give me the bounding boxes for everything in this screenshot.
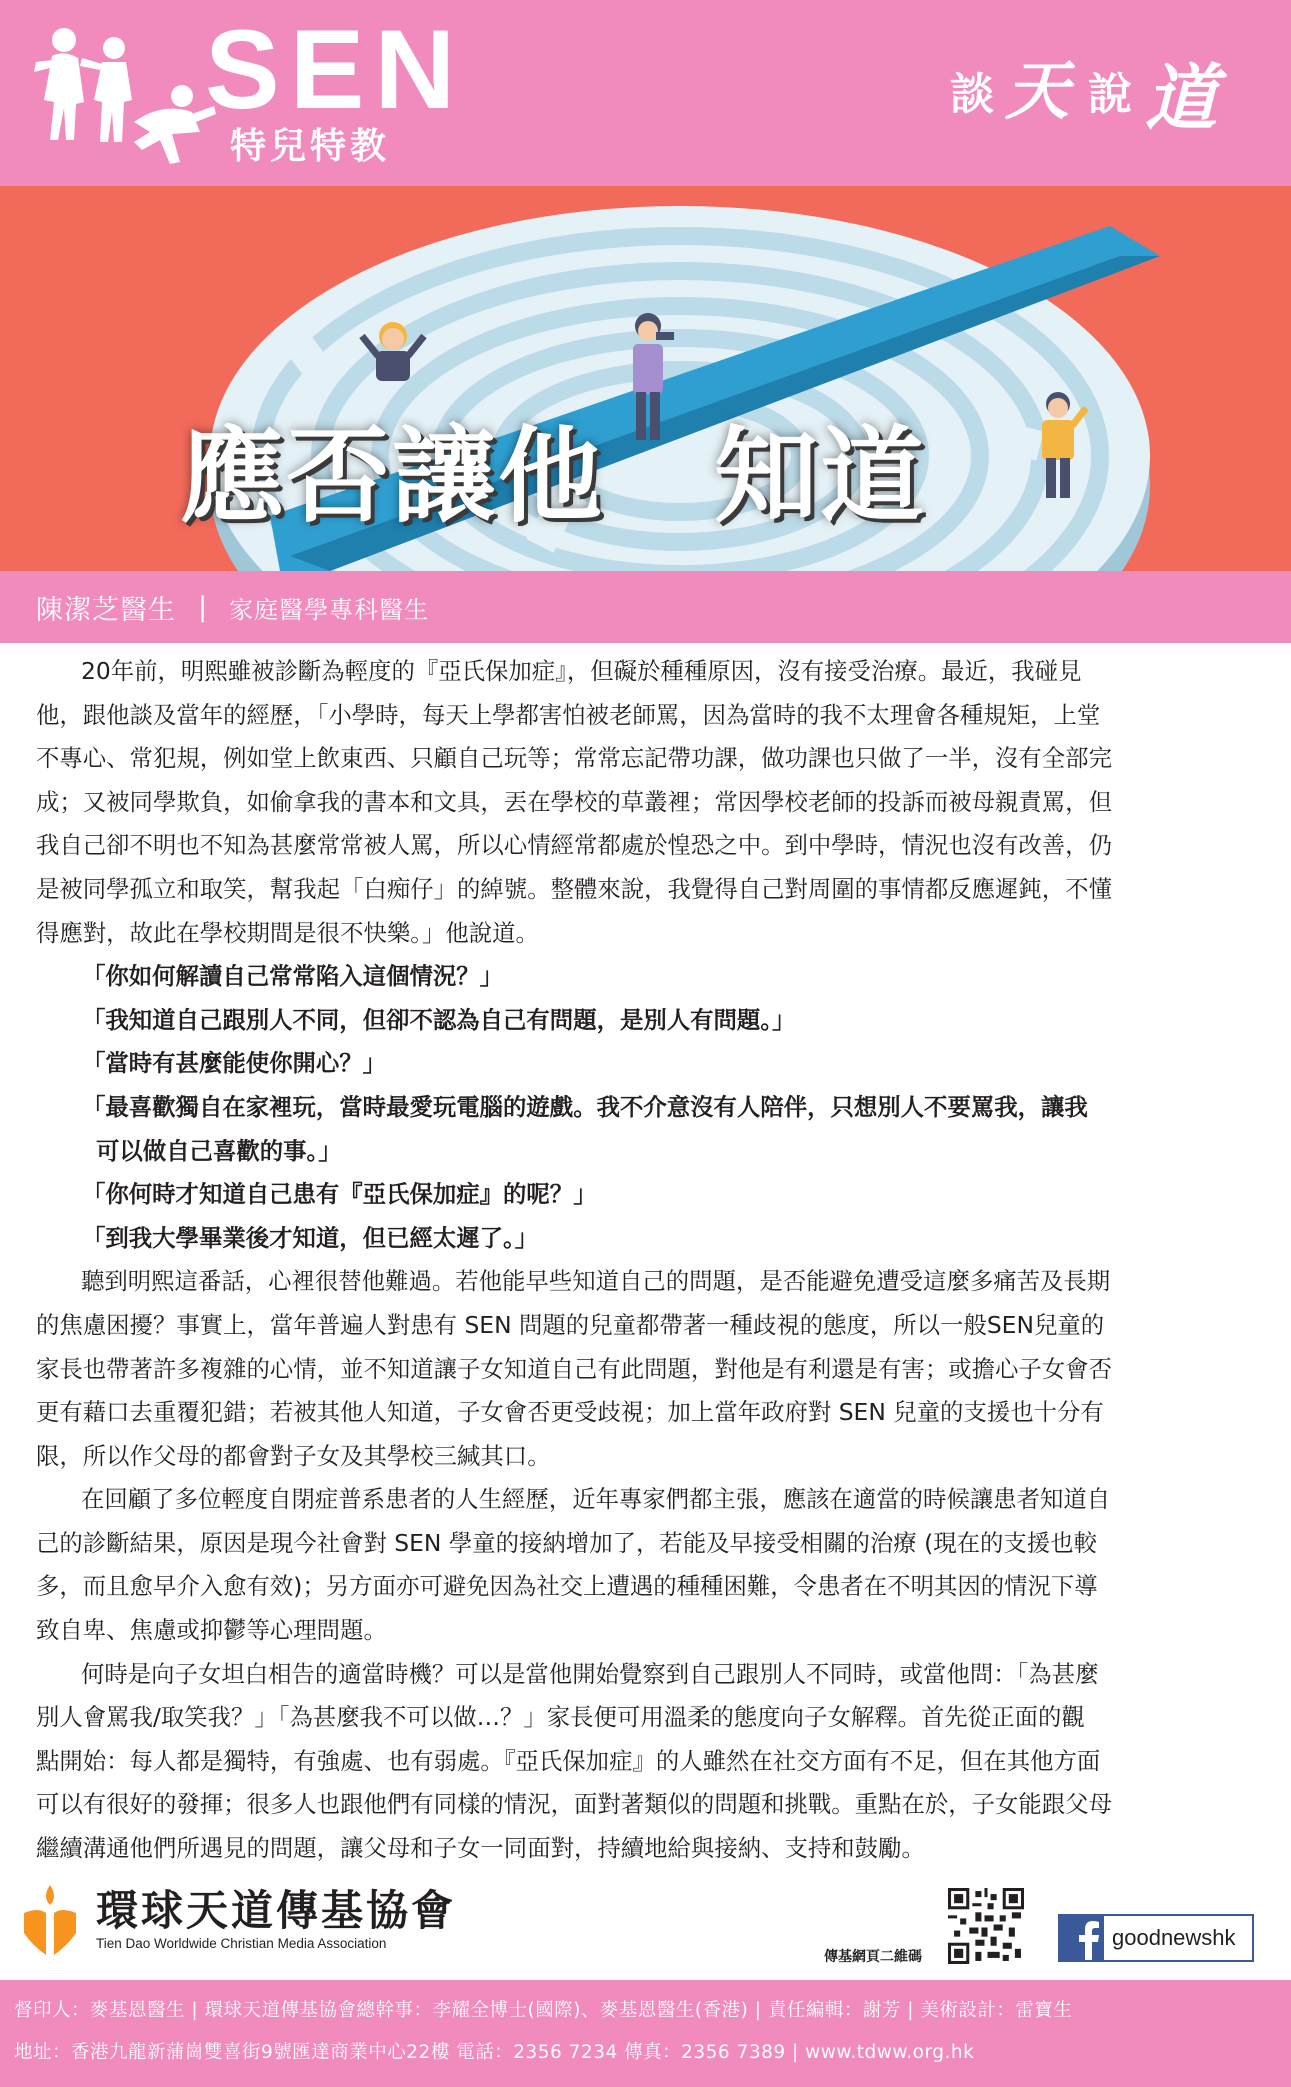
- paragraph-line: 己的診斷結果，原因是現今社會對 SEN 學童的接納增加了，若能及早接受相關的治療 (現在的支援也較: [36, 1528, 1097, 1557]
- paragraph-line: 可以有很好的發揮；很多人也跟他們有同樣的情況，面對著類似的問題和挑戰。重點在於，子女能跟父母: [36, 1790, 1112, 1819]
- hero-banner: [0, 186, 1291, 571]
- facebook-handle: goodnewshk: [1112, 1925, 1236, 1950]
- paragraph-line: 更有藉口去重覆犯錯；若被其他人知道，子女會否更受歧視；加上當年政府對 SEN 兒童的支援也十分有: [36, 1398, 1104, 1427]
- qa-question: 「你何時才知道自己患有『亞氏保加症』的呢？」: [82, 1180, 597, 1209]
- organization-name-en: Tien Dao Worldwide Christian Media Association: [96, 1935, 387, 1951]
- paragraph-line: 我自己卻不明也不知為甚麼常常被人罵，所以心情經常都處於惶恐之中。到中學時，情況也沒有改善，仍: [36, 831, 1112, 860]
- flame-cross-icon: [18, 1883, 82, 1957]
- facebook-icon: [1060, 1916, 1104, 1960]
- logo-sen-text: SEN: [205, 7, 466, 132]
- paragraph-line: 得應對，故此在學校期間是很不快樂。」他說道。: [36, 918, 539, 947]
- paragraph-line: 家長也帶著許多複雜的心情，並不知道讓子女知道自己有此問題，對他是有利還是有害；或擔心子女會否: [36, 1354, 1112, 1383]
- author-name: 陳潔芝醫生: [36, 594, 176, 626]
- paragraph-line: 限，所以作父母的都會對子女及其學校三緘其口。: [36, 1441, 551, 1470]
- column-logo-char-4: 道: [1145, 55, 1218, 140]
- credits-line-1: 督印人：麥基恩醫生 | 環球天道傳基協會總幹事：李耀全博士(國際)、麥基恩醫生(香港) | 責任編輯：謝芳 | 美術設計：雷寶生: [14, 2000, 1073, 2021]
- paragraph-line: 成；又被同學欺負，如偷拿我的書本和文具，丟在學校的草叢裡；常因學校老師的投訴而被母親責罵，但: [36, 787, 1112, 816]
- credits-line-2: 地址：香港九龍新蒲崗雙喜街9號匯達商業中心22樓 電話：2356 7234 傳真：2356 7389 | www.tdww.org.hk: [14, 2042, 975, 2063]
- column-logo-char-1: 談: [950, 69, 994, 120]
- column-logo-char-2: 天: [1005, 54, 1069, 129]
- hero-title-part2: 知道: [714, 415, 927, 537]
- hero-title: [180, 392, 926, 542]
- qa-question: 「當時有甚麼能使你開心？」: [82, 1049, 387, 1078]
- column-logo-char-3: 說: [1088, 69, 1132, 120]
- paragraph-line: 致自卑、焦慮或抑鬱等心理問題。: [36, 1616, 387, 1645]
- paragraph-line: 聽到明熙這番話，心裡很替他難過。若他能早些知道自己的問題，是否能避免遭受這麼多痛苦及長期: [81, 1267, 1111, 1296]
- paragraph-line: 的焦慮困擾？事實上，當年普遍人對患有 SEN 問題的兒童都帶著一種歧視的態度，所以一般SEN兒童的: [36, 1310, 1105, 1339]
- children-silhouettes-icon: [22, 22, 222, 172]
- qr-code-icon: [948, 1888, 1024, 1964]
- paragraph-line: 何時是向子女坦白相告的適當時機？可以是當他開始覺察到自己跟別人不同時，或當他問：「為甚麼: [81, 1659, 1099, 1688]
- qa-answer: 「最喜歡獨自在家裡玩，當時最愛玩電腦的遊戲。我不介意沒有人陪伴，只想別人不要罵我，讓我: [82, 1092, 1088, 1121]
- qa-question: 「你如何解讀自己常常陷入這個情況？」: [82, 962, 504, 991]
- organization-logo: [18, 1883, 456, 1957]
- paragraph-line: 是被同學孤立和取笑，幫我起「白痴仔」的綽號。整體來說，我覺得自己對周圍的事情都反應遲鈍，不懂: [36, 874, 1112, 903]
- header-banner: [0, 0, 1291, 186]
- paragraph-line: 別人會罵我/取笑我？」「為甚麼我不可以做…？」家長便可用溫柔的態度向子女解釋。首先從正面的觀: [36, 1703, 1085, 1732]
- qa-answer: 「到我大學畢業後才知道，但已經太遲了。」: [82, 1223, 539, 1252]
- qa-answer-continued: 可以做自己喜歡的事。」: [96, 1136, 342, 1165]
- author-title: 家庭醫學專科醫生: [229, 595, 430, 624]
- column-logo: [950, 40, 1250, 160]
- credits-bar: [0, 1980, 1291, 2087]
- paragraph-line: 20年前，明熙雖被診斷為輕度的『亞氏保加症』，但礙於種種原因，沒有接受治療。最近，我碰見: [81, 657, 1082, 685]
- paragraph-line: 多，而且愈早介入愈有效)；另方面亦可避免因為社交上遭遇的種種困難，令患者在不明其因的情況下導: [36, 1572, 1098, 1601]
- paragraph-line: 繼續溝通他們所遇見的問題，讓父母和子女一同面對，持續地給與接納、支持和鼓勵。: [36, 1834, 925, 1863]
- facebook-badge[interactable]: [1058, 1914, 1254, 1962]
- hero-title-part1: 應否讓他: [180, 415, 605, 537]
- paragraph-line: 在回顧了多位輕度自閉症普系患者的人生經歷，近年專家們都主張，應該在適當的時候讓患者知道自: [81, 1485, 1111, 1514]
- logo-subtitle: 特兒特教: [230, 126, 391, 167]
- article-body: [36, 650, 1256, 1871]
- paragraph-line: 他，跟他談及當年的經歷，「小學時，每天上學都害怕被老師罵，因為當時的我不太理會各種規矩，上堂: [36, 700, 1101, 729]
- qa-answer: 「我知道自己跟別人不同，但卻不認為自己有問題，是別人有問題。」: [82, 1005, 796, 1034]
- author-bar: [0, 571, 1291, 643]
- paragraph-line: 不專心、常犯規，例如堂上飲東西、只顧自己玩等；常常忘記帶功課，做功課也只做了一半，沒有全部完: [36, 744, 1112, 773]
- organization-name: 環球天道傳基協會: [96, 1886, 457, 1936]
- author-separator: |: [198, 591, 208, 623]
- paragraph-line: 點開始：每人都是獨特，有強處、也有弱處。『亞氏保加症』的人雖然在社交方面有不足，但在其他方面: [36, 1746, 1101, 1775]
- qr-code-label: 傳基網頁二維碼: [824, 1949, 922, 1965]
